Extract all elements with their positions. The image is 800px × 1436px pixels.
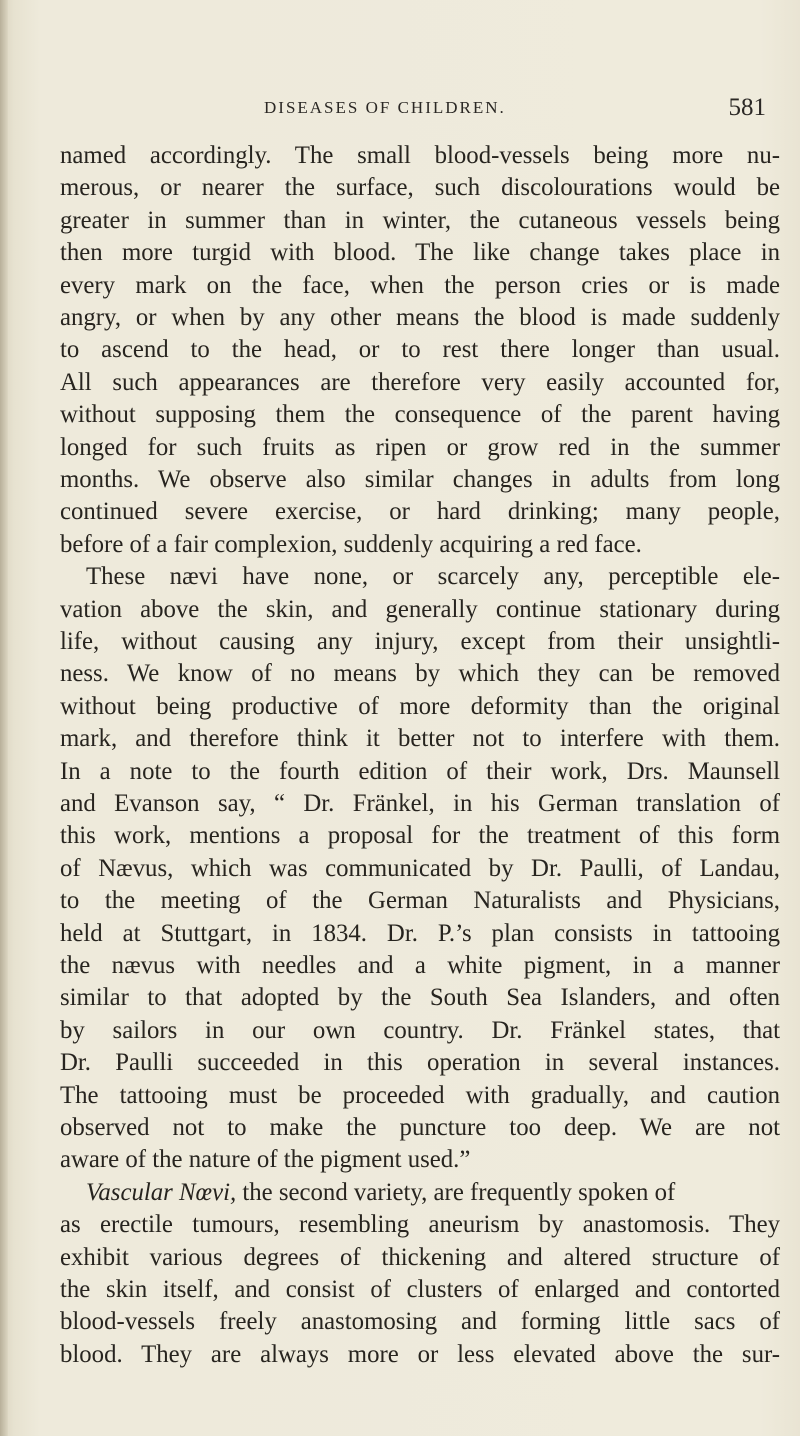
text-line: angry, or when by any other means the blood is made suddenly bbox=[60, 304, 780, 331]
text-line: merous, or nearer the surface, such discolourations would be bbox=[60, 174, 780, 202]
text-line: before of a fair complexion, suddenly acquiring a red face. bbox=[60, 530, 642, 558]
text-line: blood-vessels freely anastomosing and forming little sacs of bbox=[60, 1308, 780, 1336]
text-line-composite bbox=[86, 1177, 780, 1209]
text-line: greater in summer than in winter, the cutaneous vessels being bbox=[60, 206, 780, 234]
text-line: and Evanson say, “ Dr. Fränkel, in his German translation of bbox=[60, 790, 780, 817]
text-line: mark, and therefore think it better not to interfere with them. bbox=[60, 725, 780, 753]
text-line: longed for such fruits as ripen or grow red in the summer bbox=[60, 433, 780, 461]
text-line: similar to that adopted by the South Sea Islanders, and often bbox=[60, 984, 780, 1012]
text-line: without supposing them the consequence of the parent having bbox=[60, 401, 780, 429]
text-line: months. We observe also similar changes in adults from long bbox=[60, 466, 780, 493]
text-line: every mark on the face, when the person cries or is made bbox=[60, 271, 780, 299]
text-line: to the meeting of the German Naturalists and Physicians, bbox=[60, 887, 780, 915]
text-line: In a note to the fourth edition of their work, Drs. Maunsell bbox=[60, 757, 780, 785]
text-line: as erectile tumours, resembling aneurism by anastomosis. They bbox=[60, 1211, 780, 1239]
italic-heading: Vascular Nœvi, bbox=[86, 1178, 237, 1206]
text-line: continued severe exercise, or hard drinking; many people, bbox=[60, 498, 780, 526]
page-number: 581 bbox=[728, 94, 766, 121]
text-line: Dr. Paulli succeeded in this operation in several instances. bbox=[60, 1049, 780, 1077]
text-line: this work, mentions a proposal for the treatment of this form bbox=[60, 822, 780, 850]
text-line: named accordingly. The small blood-vessels being more nu- bbox=[60, 142, 780, 169]
text-line: observed not to make the puncture too deep. We are not bbox=[60, 1114, 780, 1141]
text-line: the skin itself, and consist of clusters of enlarged and contorted bbox=[60, 1276, 780, 1303]
text-line: aware of the nature of the pigment used.” bbox=[60, 1146, 471, 1174]
text-line: the nævus with needles and a white pigment, in a manner bbox=[60, 952, 780, 979]
running-head bbox=[96, 94, 776, 134]
text-line: without being productive of more deformity than the original bbox=[60, 692, 780, 720]
text-line: blood. They are always more or less elevated above the sur- bbox=[60, 1340, 780, 1368]
text-line: The tattooing must be proceeded with gradually, and caution bbox=[60, 1081, 780, 1109]
text-line: exhibit various degrees of thickening and altered structure of bbox=[60, 1243, 780, 1271]
text-line: then more turgid with blood. The like change takes place in bbox=[60, 239, 780, 267]
text-line: These nævi have none, or scarcely any, perceptible ele- bbox=[86, 563, 780, 591]
text-line: ness. We know of no means by which they can be removed bbox=[60, 660, 780, 688]
running-title: DISEASES OF CHILDREN. bbox=[264, 98, 506, 117]
text-line: vation above the skin, and generally continue stationary during bbox=[60, 595, 780, 623]
text-line: of Nævus, which was communicated by Dr. Paulli, of Landau, bbox=[60, 854, 780, 882]
text-line-tail: the second variety, are frequently spoken of bbox=[236, 1178, 676, 1206]
page-binding-edge bbox=[0, 0, 8, 1436]
text-line: held at Stuttgart, in 1834. Dr. P.’s plan consists in tattooing bbox=[60, 919, 780, 947]
text-line: by sailors in our own country. Dr. Fränkel states, that bbox=[60, 1016, 780, 1044]
text-line: All such appearances are therefore very easily accounted for, bbox=[60, 368, 780, 396]
text-line: to ascend to the head, or to rest there longer than usual. bbox=[60, 336, 780, 364]
text-line: life, without causing any injury, except from their unsightli- bbox=[60, 628, 780, 655]
